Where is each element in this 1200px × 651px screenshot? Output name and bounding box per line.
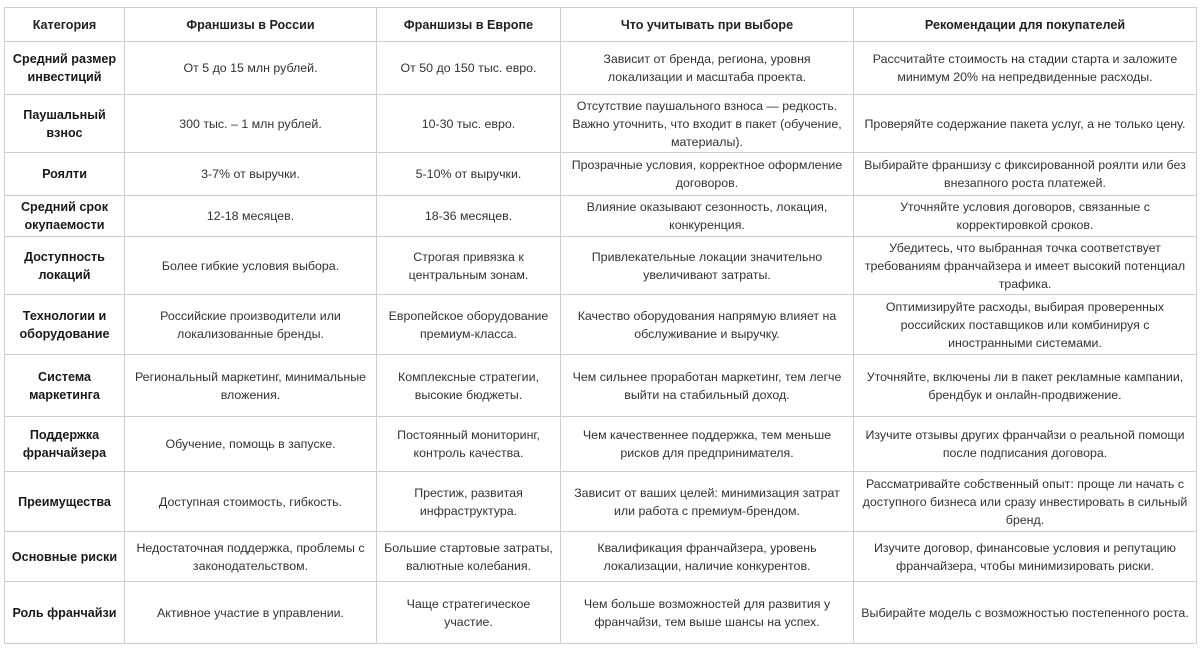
table-row bbox=[5, 532, 1197, 582]
row-category: Роялти bbox=[5, 153, 125, 196]
cell-recommendations: Выбирайте франшизу с фиксированной роялти или без внезапного роста платежей. bbox=[854, 153, 1197, 196]
franchise-comparison-table bbox=[4, 7, 1197, 644]
cell-considerations: Зависит от бренда, региона, уровня локализации и масштаба проекта. bbox=[561, 42, 854, 95]
header-category: Категория bbox=[5, 8, 125, 42]
header-russia: Франшизы в России bbox=[125, 8, 377, 42]
cell-europe: 10-30 тыс. евро. bbox=[377, 95, 561, 153]
cell-considerations: Квалификация франчайзера, уровень локализации, наличие конкурентов. bbox=[561, 532, 854, 582]
cell-russia: Более гибкие условия выбора. bbox=[125, 237, 377, 295]
cell-russia: Обучение, помощь в запуске. bbox=[125, 417, 377, 472]
table-row bbox=[5, 196, 1197, 237]
cell-recommendations: Убедитесь, что выбранная точка соответствует требованиям франчайзера и имеет высокий потенциал трафика. bbox=[854, 237, 1197, 295]
cell-considerations: Прозрачные условия, корректное оформление договоров. bbox=[561, 153, 854, 196]
cell-recommendations: Изучите отзывы других франчайзи о реальной помощи после подписания договора. bbox=[854, 417, 1197, 472]
cell-russia: Доступная стоимость, гибкость. bbox=[125, 472, 377, 532]
cell-considerations: Влияние оказывают сезонность, локация, конкуренция. bbox=[561, 196, 854, 237]
cell-considerations: Чем качественнее поддержка, тем меньше рисков для предпринимателя. bbox=[561, 417, 854, 472]
cell-considerations: Чем сильнее проработан маркетинг, тем легче выйти на стабильный доход. bbox=[561, 355, 854, 417]
table-row bbox=[5, 355, 1197, 417]
cell-recommendations: Уточняйте, включены ли в пакет рекламные кампании, брендбук и онлайн-продвижение. bbox=[854, 355, 1197, 417]
table-row bbox=[5, 295, 1197, 355]
cell-russia: 3-7% от выручки. bbox=[125, 153, 377, 196]
cell-europe: 5-10% от выручки. bbox=[377, 153, 561, 196]
cell-europe: Престиж, развитая инфраструктура. bbox=[377, 472, 561, 532]
table-row bbox=[5, 153, 1197, 196]
cell-recommendations: Оптимизируйте расходы, выбирая проверенных российских поставщиков или комбинируя с иностранными системами. bbox=[854, 295, 1197, 355]
cell-russia: 300 тыс. – 1 млн рублей. bbox=[125, 95, 377, 153]
cell-recommendations: Рассчитайте стоимость на стадии старта и заложите минимум 20% на непредвиденные расходы. bbox=[854, 42, 1197, 95]
table-row bbox=[5, 95, 1197, 153]
cell-russia: От 5 до 15 млн рублей. bbox=[125, 42, 377, 95]
row-category: Технологии и оборудование bbox=[5, 295, 125, 355]
row-category: Основные риски bbox=[5, 532, 125, 582]
row-category: Паушальный взнос bbox=[5, 95, 125, 153]
header-considerations: Что учитывать при выборе bbox=[561, 8, 854, 42]
row-category: Преимущества bbox=[5, 472, 125, 532]
row-category: Роль франчайзи bbox=[5, 582, 125, 644]
table-row bbox=[5, 417, 1197, 472]
row-category: Система маркетинга bbox=[5, 355, 125, 417]
cell-russia: Региональный маркетинг, минимальные вложения. bbox=[125, 355, 377, 417]
table-row bbox=[5, 237, 1197, 295]
cell-russia: Активное участие в управлении. bbox=[125, 582, 377, 644]
cell-russia: Российские производители или локализованные бренды. bbox=[125, 295, 377, 355]
row-category: Средний размер инвестиций bbox=[5, 42, 125, 95]
table-row bbox=[5, 582, 1197, 644]
header-recommendations: Рекомендации для покупателей bbox=[854, 8, 1197, 42]
table-row bbox=[5, 472, 1197, 532]
cell-russia: 12-18 месяцев. bbox=[125, 196, 377, 237]
row-category: Доступность локаций bbox=[5, 237, 125, 295]
cell-europe: От 50 до 150 тыс. евро. bbox=[377, 42, 561, 95]
header-europe: Франшизы в Европе bbox=[377, 8, 561, 42]
table-header-row bbox=[5, 8, 1197, 42]
cell-recommendations: Рассматривайте собственный опыт: проще ли начать с доступного бизнеса или сразу инвестировать в сильный бренд. bbox=[854, 472, 1197, 532]
cell-recommendations: Уточняйте условия договоров, связанные с корректировкой сроков. bbox=[854, 196, 1197, 237]
cell-russia: Недостаточная поддержка, проблемы с законодательством. bbox=[125, 532, 377, 582]
cell-recommendations: Проверяйте содержание пакета услуг, а не только цену. bbox=[854, 95, 1197, 153]
comparison-table-container bbox=[4, 7, 1196, 644]
cell-considerations: Качество оборудования напрямую влияет на обслуживание и выручку. bbox=[561, 295, 854, 355]
table-row bbox=[5, 42, 1197, 95]
cell-europe: Чаще стратегическое участие. bbox=[377, 582, 561, 644]
cell-europe: 18-36 месяцев. bbox=[377, 196, 561, 237]
cell-europe: Строгая привязка к центральным зонам. bbox=[377, 237, 561, 295]
cell-recommendations: Изучите договор, финансовые условия и репутацию франчайзера, чтобы минимизировать риски. bbox=[854, 532, 1197, 582]
row-category: Средний срок окупаемости bbox=[5, 196, 125, 237]
cell-considerations: Зависит от ваших целей: минимизация затрат или работа с премиум-брендом. bbox=[561, 472, 854, 532]
cell-considerations: Отсутствие паушального взноса — редкость. Важно уточнить, что входит в пакет (обучение, материалы). bbox=[561, 95, 854, 153]
cell-europe: Европейское оборудование премиум-класса. bbox=[377, 295, 561, 355]
cell-considerations: Чем больше возможностей для развития у франчайзи, тем выше шансы на успех. bbox=[561, 582, 854, 644]
cell-europe: Комплексные стратегии, высокие бюджеты. bbox=[377, 355, 561, 417]
cell-considerations: Привлекательные локации значительно увеличивают затраты. bbox=[561, 237, 854, 295]
row-category: Поддержка франчайзера bbox=[5, 417, 125, 472]
cell-europe: Постоянный мониторинг, контроль качества. bbox=[377, 417, 561, 472]
cell-europe: Большие стартовые затраты, валютные колебания. bbox=[377, 532, 561, 582]
cell-recommendations: Выбирайте модель с возможностью постепенного роста. bbox=[854, 582, 1197, 644]
